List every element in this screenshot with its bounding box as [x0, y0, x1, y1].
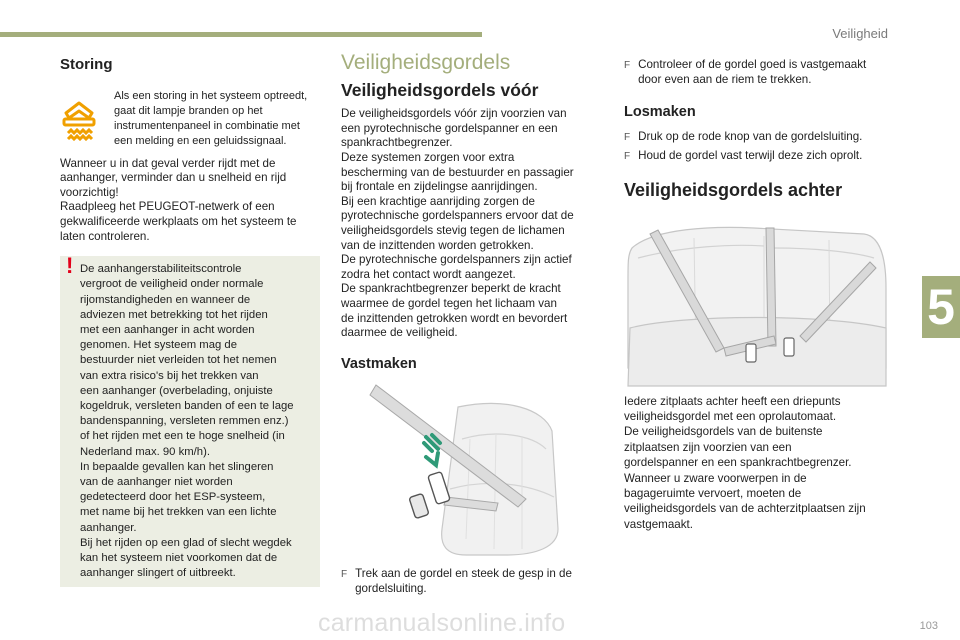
heading-front-belts: Veiligheidsgordels vóór [341, 79, 539, 100]
seatbelt-warning-icon [60, 97, 98, 141]
storing-body: Wanneer u in dat geval verder rijdt met de aanhanger, verminder dan u snelheid en rijd voorzichtig! Raadpleeg het PEUGEOT-netwerk of een gekwalificeerde werkplaats om het systeem te laten controleren. [60, 156, 297, 243]
warning-text: Als een storing in het systeem optreedt, gaat dit lampje branden op het instrumentenpaneel in combinatie met een melding en een geluidssignaal. [114, 89, 308, 147]
heading-rear-belts: Veiligheidsgordels achter [624, 179, 843, 200]
check-instruction: F Controleer of de gordel goed is vastgemaakt door even aan de riem te trekken. [624, 58, 867, 86]
heading-fasten: Vastmaken [341, 355, 417, 372]
middle-column [341, 52, 596, 596]
rear-belts-body: Iedere zitplaats achter heeft een driepunts veiligheidsgordel met een oprolautomaat. De veiligheidsgordels van de buitenste zitplaatsen zijn voorzien van een gordelspanner en een spankrachtbegrenzer. Wanneer u zware voorwerpen in de bagageruimte vervoert, moeten de veiligheidsgordels van de achterzitplaatsen zijn vastgemaakt. [624, 394, 866, 531]
front-seatbelt-illustration [366, 379, 596, 559]
heading-storing: Storing [60, 56, 113, 73]
chapter-tab[interactable]: 5 [922, 276, 960, 338]
bullet-icon: F [624, 131, 631, 143]
fasten-instruction: F Trek aan de gordel en steek de gesp in de gordelsluiting. [341, 567, 572, 595]
unfasten-instructions [624, 130, 889, 165]
bullet-icon: F [341, 569, 348, 581]
watermark: carmanualsonline.info [318, 609, 566, 637]
heading-unfasten: Losmaken [624, 104, 696, 121]
section-label: Veiligheid [832, 26, 888, 41]
exclamation-icon: ! [66, 253, 74, 279]
unfasten-step: F Houd de gordel vast terwijl deze zich oprolt. [624, 149, 889, 165]
unfasten-step: F Druk op de rode knop van de gordelsluiting. [624, 130, 889, 146]
bullet-icon: F [624, 151, 631, 163]
page-number: 103 [919, 620, 938, 632]
caution-box: ! De aanhangerstabiliteitscontrole vergroot de veiligheid onder normale rijomstandigheden en wanneer de adviezen met betrekking tot het rijden met een aanhanger in acht worden genomen. Het systeem mag de bestuurder niet verleiden tot het nemen van extra risico's bij het trekken van een aanhanger (overbelading, onjuiste kogeldruk, versleten banden of een te lage bandenspanning, versleten remmen enz.) of het rijden met een te hoge snelheid (in Nederland max. 90 km/h). In bepaalde gevallen kan het slingeren van de aanhanger niet worden gedetecteerd door het ESP-systeem, met name bij het trekken van een lichte aanhanger. Bij het rijden op een glad of slecht wegdek kan het systeem niet voorkomen dat de aanhanger slingert of uitbreekt. [60, 256, 320, 587]
bullet-icon: F [624, 60, 631, 71]
header-accent-bar [0, 32, 482, 37]
right-column [624, 52, 889, 532]
page-title: Veiligheidsgordels [341, 51, 511, 74]
rear-seatbelt-illustration [624, 218, 889, 388]
left-column [60, 52, 320, 587]
front-belts-body: De veiligheidsgordels vóór zijn voorzien van een pyrotechnische gordelspanner en een spankrachtbegrenzer. Deze systemen zorgen voor extra bescherming van de bestuurder en passagier bij frontale en zijdelingse aanrijdingen. Bij een krachtige aanrijding zorgen de pyrotechnische gordelspanners ervoor dat de veiligheidsgordels stevig tegen de lichamen van de inzittenden worden getrokken. De pyrotechnische gordelspanners zijn actief zodra het contact wordt aangezet. De spankrachtbegrenzer beperkt de kracht waarmee de gordel tegen het lichaam van de inzittenden getrokken wordt en bevordert daarmee de veiligheid. [341, 107, 574, 340]
warning-lamp-block [60, 89, 320, 149]
